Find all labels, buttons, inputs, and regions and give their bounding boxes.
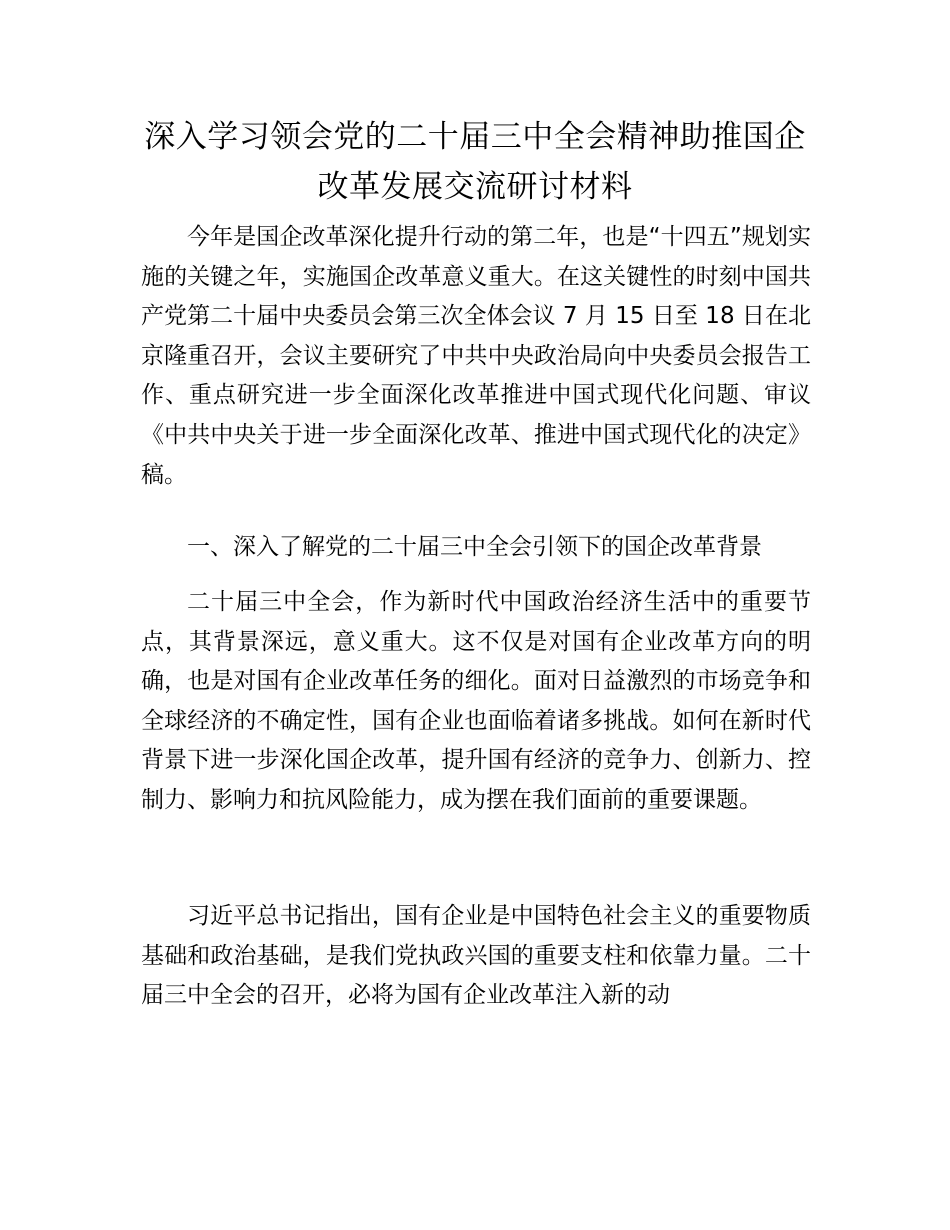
section-heading-text: 一、深入了解党的二十届三中全会引领下的国企改革背景 [187, 534, 762, 560]
paragraph-text: 习近平总书记指出，国有企业是中国特色社会主义的重要物质基础和政治基础，是我们党执政兴国的重要支柱和依靠力量。二十届三中全会的召开，必将为国有企业改革注入新的动 [141, 903, 811, 1009]
section-heading-one [141, 528, 811, 568]
paragraph-text: 今年是国企改革深化提升行动的第二年，也是“十四五”规划实施的关键之年，实施国企改革意义重大。在这关键性的时刻中国共产党第二十届中央委员会第三次全体会议 7 月 15 日至 18 日在北京隆重召开，会议主要研究了中共中央政治局向中央委员会报告工作、重点研究进一步全面深化改革推进中国式现代化问题、审议《中共中央关于进一步全面深化改革、推进中国式现代化的决定》稿。 [141, 224, 811, 488]
paragraph-background [141, 583, 811, 821]
paragraph-quote [141, 897, 811, 1016]
paragraph-intro [141, 218, 811, 495]
paragraph-text: 二十届三中全会，作为新时代中国政治经济生活中的重要节点，其背景深远，意义重大。这不仅是对国有企业改革方向的明确，也是对国有企业改革任务的细化。面对日益激烈的市场竞争和全球经济的不确定性，国有企业也面临着诸多挑战。如何在新时代背景下进一步深化国企改革，提升国有经济的竞争力、创新力、控制力、影响力和抗风险能力，成为摆在我们面前的重要课题。 [141, 589, 811, 813]
document-title: 深入学习领会党的二十届三中全会精神助推国企改革发展交流研讨材料 [144, 119, 806, 205]
